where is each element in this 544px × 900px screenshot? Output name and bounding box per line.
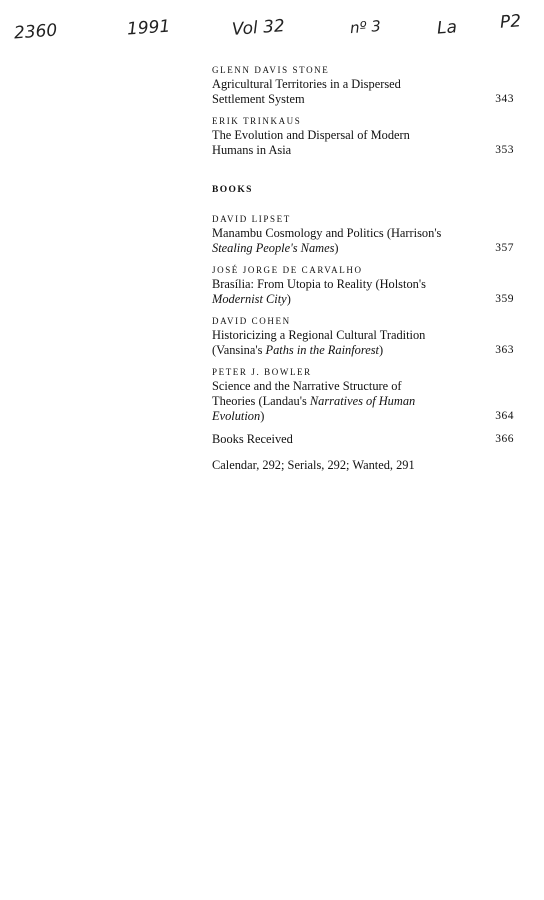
entry-author: JOSÉ JORGE DE CARVALHO (212, 265, 363, 275)
entry-page-number: 364 (495, 410, 514, 422)
entry-title: Historicizing a Regional Cultural Tradition (Vansina's Paths in the Rainforest) (212, 328, 426, 357)
toc-entry (212, 366, 514, 424)
entry-page-number: 363 (495, 344, 514, 356)
table-of-contents (212, 64, 514, 473)
handwritten-annotations (0, 12, 544, 52)
handwritten-note: 2360 (13, 20, 58, 44)
entry-author: PETER J. BOWLER (212, 367, 312, 377)
entry-author: GLENN DAVIS STONE (212, 65, 330, 75)
calendar-serials-wanted-line: Calendar, 292; Serials, 292; Wanted, 291 (212, 458, 415, 472)
books-received-entry (212, 432, 514, 447)
toc-entry (212, 315, 514, 358)
handwritten-note: P2 (499, 11, 522, 33)
entry-page-number: 359 (495, 293, 514, 305)
handwritten-note: 1991 (126, 16, 171, 40)
entry-author: ERIK TRINKAUS (212, 116, 302, 126)
entry-author: DAVID COHEN (212, 316, 291, 326)
toc-entry (212, 115, 514, 158)
entry-title: Science and the Narrative Structure of Theories (Landau's Narratives of Human Evolution) (212, 379, 416, 423)
entry-page-number: 343 (495, 93, 514, 105)
handwritten-note: nº 3 (349, 16, 382, 38)
handwritten-note: La (436, 17, 458, 39)
entry-page-number: 357 (495, 242, 514, 254)
entry-title: Agricultural Territories in a Dispersed Settlement System (212, 77, 401, 106)
entry-title: The Evolution and Dispersal of Modern Humans in Asia (212, 128, 410, 157)
toc-entry (212, 64, 514, 107)
entry-title: Brasília: From Utopia to Reality (Holston's Modernist City) (212, 277, 426, 306)
books-received-label: Books Received (212, 432, 293, 446)
handwritten-note: Vol 32 (231, 16, 286, 40)
toc-entry (212, 213, 514, 256)
books-section-heading: BOOKS (212, 185, 253, 195)
entry-page-number: 366 (495, 433, 514, 445)
toc-entry (212, 264, 514, 307)
entry-title: Manambu Cosmology and Politics (Harrison's Stealing People's Names) (212, 226, 442, 255)
entry-author: DAVID LIPSET (212, 214, 291, 224)
entry-page-number: 353 (495, 144, 514, 156)
